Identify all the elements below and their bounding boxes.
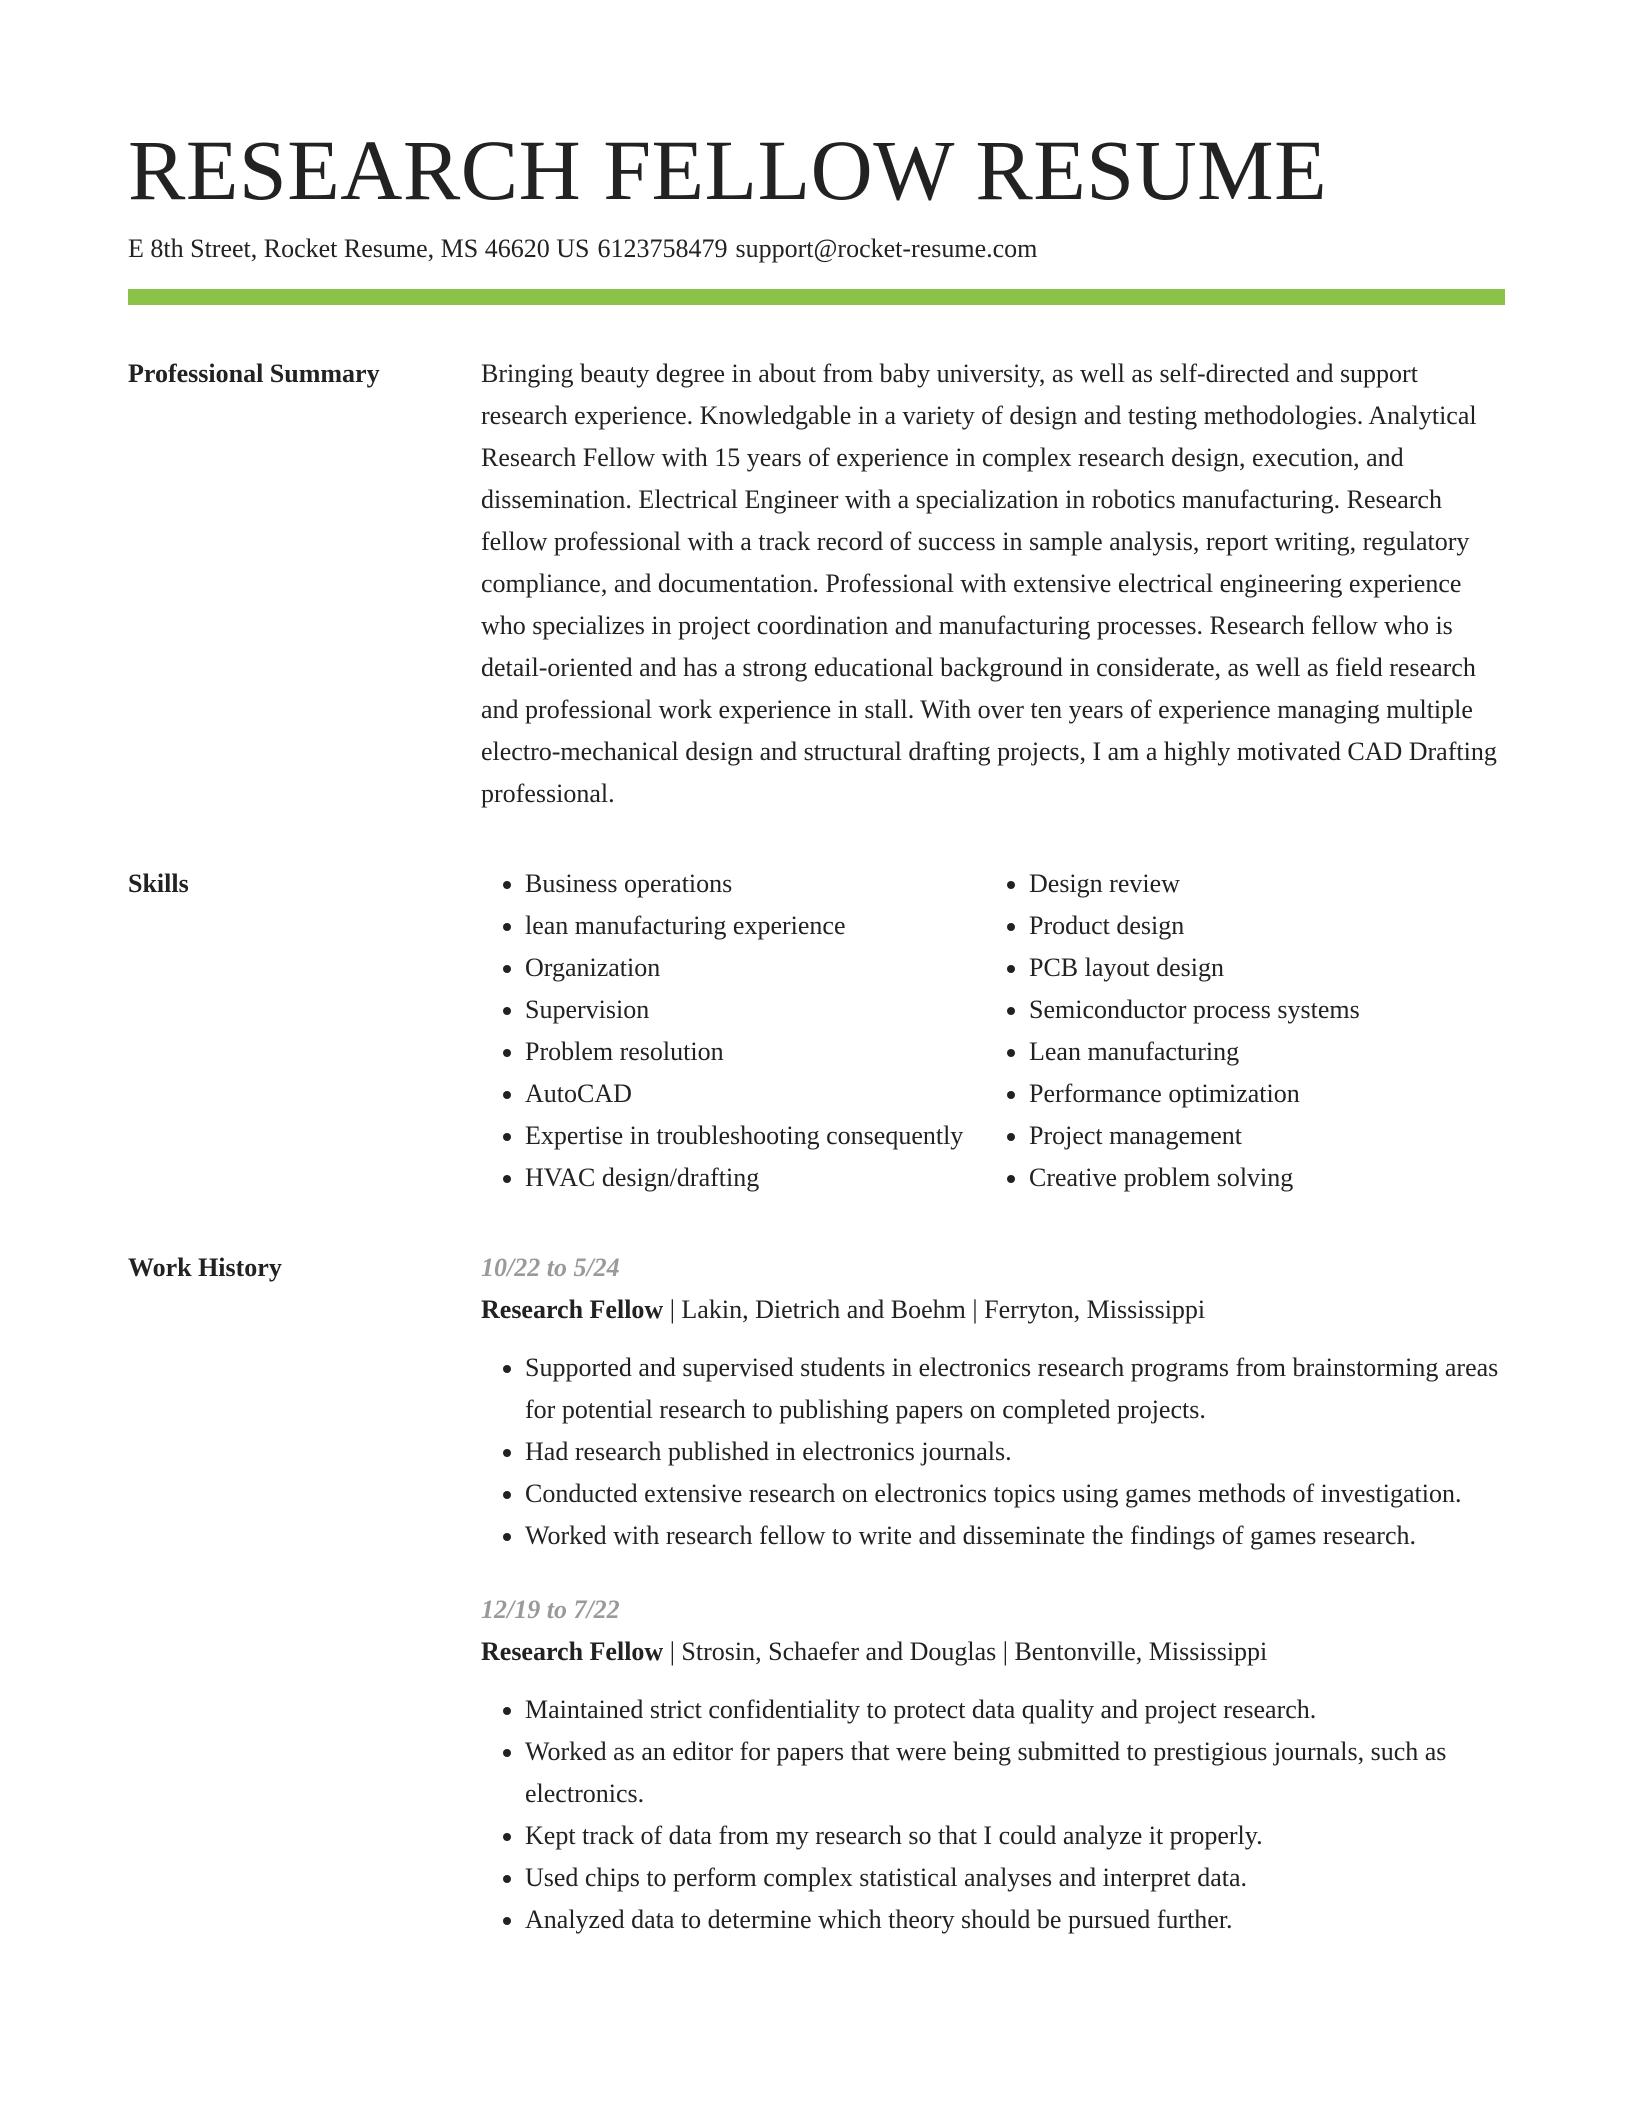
job-bullet: • Conducted extensive research on electronics topics using games methods of investigation. [525, 1473, 1505, 1515]
job-bullet: • Had research published in electronics journals. [525, 1431, 1505, 1473]
skills-list-right [985, 863, 1505, 1199]
skill-item: • Lean manufacturing [1029, 1031, 1505, 1073]
summary-heading: Professional Summary [128, 359, 380, 388]
skill-item: • Business operations [525, 863, 985, 905]
summary-section [128, 357, 1505, 815]
skill-item: • Product design [1029, 905, 1505, 947]
skills-section [128, 867, 1505, 1199]
job-bullet: • Worked with research fellow to write and disseminate the findings of games research. [525, 1515, 1505, 1557]
job-header [481, 1289, 1505, 1331]
job-dates: 12/19 to 7/22 [481, 1595, 620, 1624]
skills-heading: Skills [128, 869, 189, 898]
job-company: Strosin, Schaefer and Douglas [681, 1637, 997, 1666]
job-bullet: • Maintained strict confidentiality to protect data quality and project research. [525, 1689, 1505, 1731]
separator: | [669, 1637, 682, 1666]
job-company: Lakin, Dietrich and Boehm [681, 1295, 966, 1324]
job-header [481, 1631, 1505, 1673]
job-entry [481, 1247, 1505, 1557]
contact-address: E 8th Street, Rocket Resume, MS 46620 US [128, 234, 590, 263]
skill-item: • PCB layout design [1029, 947, 1505, 989]
skill-item: • Creative problem solving [1029, 1157, 1505, 1199]
skill-item: • AutoCAD [525, 1073, 985, 1115]
job-bullet: • Kept track of data from my research so that I could analyze it properly. [525, 1815, 1505, 1857]
skill-item: • Problem resolution [525, 1031, 985, 1073]
skill-item: • Supervision [525, 989, 985, 1031]
contact-email: support@rocket-resume.com [735, 234, 1038, 263]
work-history-heading: Work History [128, 1253, 282, 1282]
accent-divider [128, 289, 1505, 305]
skill-item: • Design review [1029, 863, 1505, 905]
separator: | [1002, 1637, 1015, 1666]
job-location: Bentonville, Mississippi [1014, 1637, 1268, 1666]
separator: | [669, 1295, 682, 1324]
contact-phone: 6123758479 [597, 234, 728, 263]
job-bullet: • Worked as an editor for papers that were being submitted to prestigious journals, such as electronics. [525, 1731, 1505, 1815]
job-bullets [481, 1347, 1505, 1557]
skill-item: • Semiconductor process systems [1029, 989, 1505, 1031]
skill-item: • Organization [525, 947, 985, 989]
work-history-section [128, 1251, 1505, 1941]
contact-line [128, 231, 1505, 267]
skill-item: • Project management [1029, 1115, 1505, 1157]
job-bullet: • Analyzed data to determine which theory should be pursued further. [525, 1899, 1505, 1941]
job-entry [481, 1589, 1505, 1941]
skill-item: • Expertise in troubleshooting consequently [525, 1115, 985, 1157]
job-bullets [481, 1689, 1505, 1941]
job-bullet: • Supported and supervised students in electronics research programs from brainstorming areas for potential research to publishing papers on completed projects. [525, 1347, 1505, 1431]
job-title: Research Fellow [481, 1637, 664, 1666]
skill-item: • HVAC design/drafting [525, 1157, 985, 1199]
skills-list-left [481, 863, 985, 1199]
separator: | [972, 1295, 985, 1324]
job-location: Ferryton, Mississippi [984, 1295, 1206, 1324]
job-bullet: • Used chips to perform complex statistical analyses and interpret data. [525, 1857, 1505, 1899]
job-title: Research Fellow [481, 1295, 664, 1324]
resume-title: RESEARCH FELLOW RESUME [128, 122, 1328, 218]
skill-item: • lean manufacturing experience [525, 905, 985, 947]
summary-text: Bringing beauty degree in about from baby university, as well as self-directed and support research experience. Knowledgable in a variety of design and testing methodologies. Analytical Research Fellow with 15 years of experience in complex research design, execution, and dissemination. Electrical Engineer with a specialization in robotics manufacturing. Research fellow professional with a track record of success in sample analysis, report writing, regulatory compliance, and documentation. Professional with extensive electrical engineering experience who specializes in project coordination and manufacturing processes. Research fellow who is detail-oriented and has a strong educational background in considerate, as well as field research and professional work experience in stall. With over ten years of experience managing multiple electro-mechanical design and structural drafting projects, I am a highly motivated CAD Drafting professional. [481, 359, 1497, 808]
job-dates: 10/22 to 5/24 [481, 1253, 620, 1282]
skill-item: • Performance optimization [1029, 1073, 1505, 1115]
